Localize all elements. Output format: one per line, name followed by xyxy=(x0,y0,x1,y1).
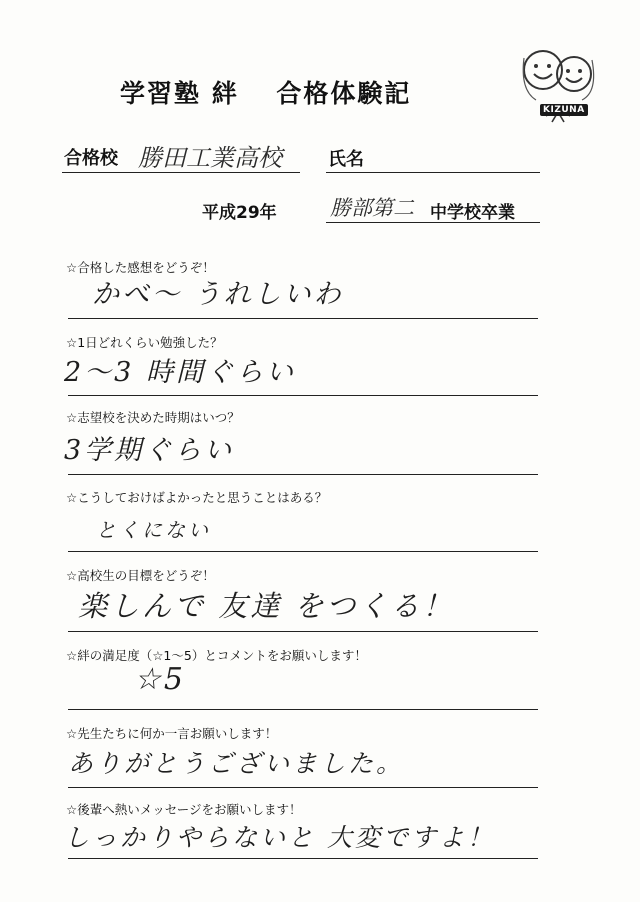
page-title: 学習塾 絆 合格体験記 xyxy=(120,79,412,108)
school-label: 合格校 xyxy=(64,148,118,169)
junior-high-name: 勝部第二 xyxy=(330,196,414,220)
answer-line-6 xyxy=(68,709,538,710)
answer-4: とくにない xyxy=(96,518,211,542)
smiley-face-left xyxy=(524,51,562,89)
answer-line-2 xyxy=(68,395,538,396)
answer-7: ありがとうございました。 xyxy=(68,749,405,778)
question-4: ☆こうしておけばよかったと思うことはある？ xyxy=(66,490,328,505)
logo-text: KIZUNA xyxy=(540,104,588,116)
answer-2: 2～3 時間ぐらい xyxy=(64,357,296,388)
answer-line-8 xyxy=(68,858,538,859)
answer-line-7 xyxy=(68,787,538,788)
school-underline xyxy=(62,172,300,173)
school-value: 勝田工業高校 xyxy=(138,144,282,172)
answer-line-3 xyxy=(68,474,538,475)
answer-line-1 xyxy=(68,318,538,319)
answer-line-4 xyxy=(68,551,538,552)
graduation-year: 平成29年 xyxy=(202,203,277,223)
junior-high-underline xyxy=(326,222,540,223)
answer-3: 3学期ぐらい xyxy=(64,435,235,466)
question-6: ☆絆の満足度（☆1～5）とコメントをお願いします！ xyxy=(66,648,367,663)
name-underline xyxy=(326,172,540,173)
question-3: ☆志望校を決めた時期はいつ？ xyxy=(66,410,240,425)
name-label: 氏名 xyxy=(328,149,364,170)
answer-line-5 xyxy=(68,631,538,632)
answer-5: 楽しんで 友達 をつくる！ xyxy=(78,589,455,623)
junior-high-label: 中学校卒業 xyxy=(430,203,515,223)
answer-6: ☆5 xyxy=(134,662,186,697)
question-7: ☆先生たちに何か一言お願いします！ xyxy=(66,726,278,741)
answer-1: かべ～ うれしいわ xyxy=(92,279,344,310)
answer-8: しっかりやらないと 大変ですよ！ xyxy=(64,823,495,852)
question-2: ☆1日どれくらい勉強した？ xyxy=(66,335,223,350)
question-1: ☆合格した感想をどうぞ！ xyxy=(66,260,215,275)
question-8: ☆後輩へ熱いメッセージをお願いします！ xyxy=(66,802,302,817)
question-5: ☆高校生の目標をどうぞ！ xyxy=(66,568,215,583)
